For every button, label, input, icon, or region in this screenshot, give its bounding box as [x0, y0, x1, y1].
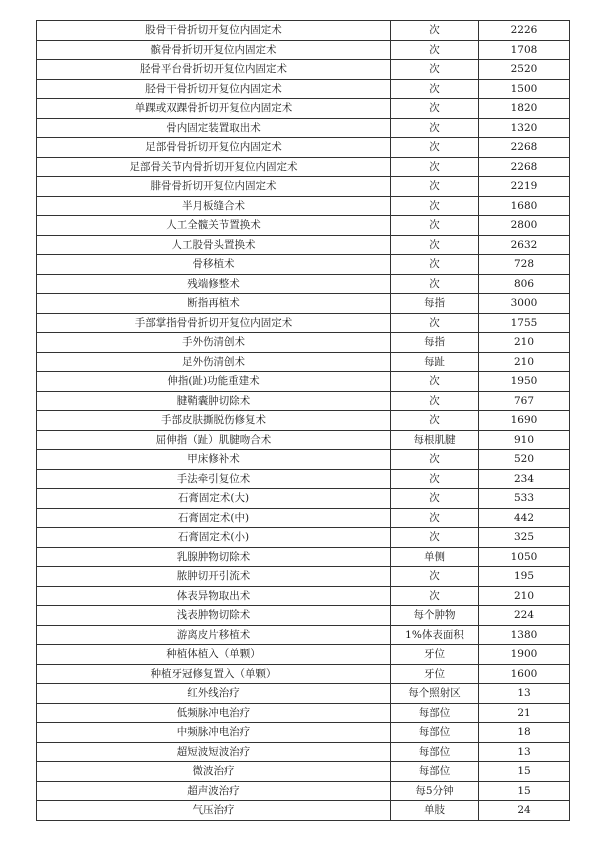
- unit-cell: 每指: [391, 294, 479, 314]
- unit-cell: 次: [391, 313, 479, 333]
- item-name-cell: 屈伸指（趾）肌腱吻合术: [37, 430, 391, 450]
- table-row: [37, 411, 570, 431]
- unit-cell: 每根肌腱: [391, 430, 479, 450]
- price-cell: 13: [479, 684, 570, 704]
- unit-cell: 1%体表面积: [391, 625, 479, 645]
- price-cell: 1900: [479, 645, 570, 665]
- price-cell: 21: [479, 703, 570, 723]
- price-cell: 1050: [479, 547, 570, 567]
- fee-table-body: [37, 21, 570, 821]
- price-cell: 806: [479, 274, 570, 294]
- item-name-cell: 单踝或双踝骨折切开复位内固定术: [37, 99, 391, 119]
- table-row: [37, 177, 570, 197]
- table-row: [37, 723, 570, 743]
- table-row: [37, 333, 570, 353]
- table-row: [37, 274, 570, 294]
- item-name-cell: 胫骨平台骨折切开复位内固定术: [37, 60, 391, 80]
- item-name-cell: 人工全髋关节置换术: [37, 216, 391, 236]
- table-row: [37, 625, 570, 645]
- unit-cell: 每部位: [391, 703, 479, 723]
- table-row: [37, 469, 570, 489]
- price-cell: 1950: [479, 372, 570, 392]
- unit-cell: 次: [391, 372, 479, 392]
- price-cell: 18: [479, 723, 570, 743]
- item-name-cell: 乳腺肿物切除术: [37, 547, 391, 567]
- item-name-cell: 红外线治疗: [37, 684, 391, 704]
- price-cell: 520: [479, 450, 570, 470]
- table-row: [37, 391, 570, 411]
- price-cell: 13: [479, 742, 570, 762]
- table-row: [37, 567, 570, 587]
- unit-cell: 每趾: [391, 352, 479, 372]
- item-name-cell: 体表异物取出术: [37, 586, 391, 606]
- unit-cell: 单肢: [391, 801, 479, 821]
- item-name-cell: 甲床修补术: [37, 450, 391, 470]
- item-name-cell: 骨移植术: [37, 255, 391, 275]
- fee-table: [36, 20, 570, 821]
- price-cell: 325: [479, 528, 570, 548]
- price-cell: 1500: [479, 79, 570, 99]
- unit-cell: 次: [391, 138, 479, 158]
- price-cell: 533: [479, 489, 570, 509]
- item-name-cell: 气压治疗: [37, 801, 391, 821]
- unit-cell: 次: [391, 450, 479, 470]
- table-row: [37, 40, 570, 60]
- price-cell: 195: [479, 567, 570, 587]
- table-row: [37, 99, 570, 119]
- unit-cell: 牙位: [391, 664, 479, 684]
- unit-cell: 次: [391, 274, 479, 294]
- unit-cell: 次: [391, 40, 479, 60]
- unit-cell: 次: [391, 118, 479, 138]
- item-name-cell: 断指再植术: [37, 294, 391, 314]
- unit-cell: 次: [391, 21, 479, 41]
- table-row: [37, 781, 570, 801]
- table-row: [37, 489, 570, 509]
- item-name-cell: 伸指(趾)功能重建术: [37, 372, 391, 392]
- item-name-cell: 髌骨骨折切开复位内固定术: [37, 40, 391, 60]
- unit-cell: 每部位: [391, 723, 479, 743]
- item-name-cell: 石膏固定术(中): [37, 508, 391, 528]
- table-row: [37, 118, 570, 138]
- unit-cell: 次: [391, 255, 479, 275]
- unit-cell: 每个照射区: [391, 684, 479, 704]
- item-name-cell: 脓肿切开引流术: [37, 567, 391, 587]
- item-name-cell: 半月板缝合术: [37, 196, 391, 216]
- item-name-cell: 股骨干骨折切开复位内固定术: [37, 21, 391, 41]
- unit-cell: 每指: [391, 333, 479, 353]
- item-name-cell: 足外伤清创术: [37, 352, 391, 372]
- price-cell: 24: [479, 801, 570, 821]
- item-name-cell: 手部皮肤撕脱伤修复术: [37, 411, 391, 431]
- table-row: [37, 216, 570, 236]
- table-row: [37, 157, 570, 177]
- price-cell: 234: [479, 469, 570, 489]
- item-name-cell: 腓骨骨折切开复位内固定术: [37, 177, 391, 197]
- price-cell: 1690: [479, 411, 570, 431]
- unit-cell: 次: [391, 216, 479, 236]
- price-cell: 210: [479, 352, 570, 372]
- item-name-cell: 种植体植入（单颗）: [37, 645, 391, 665]
- item-name-cell: 浅表肿物切除术: [37, 606, 391, 626]
- table-row: [37, 196, 570, 216]
- table-row: [37, 372, 570, 392]
- item-name-cell: 胫骨干骨折切开复位内固定术: [37, 79, 391, 99]
- table-row: [37, 684, 570, 704]
- unit-cell: 牙位: [391, 645, 479, 665]
- unit-cell: 次: [391, 508, 479, 528]
- table-row: [37, 430, 570, 450]
- price-cell: 1600: [479, 664, 570, 684]
- price-cell: 210: [479, 586, 570, 606]
- unit-cell: 每5分钟: [391, 781, 479, 801]
- price-cell: 210: [479, 333, 570, 353]
- unit-cell: 每部位: [391, 762, 479, 782]
- unit-cell: 次: [391, 196, 479, 216]
- item-name-cell: 中频脉冲电治疗: [37, 723, 391, 743]
- unit-cell: 次: [391, 469, 479, 489]
- table-row: [37, 79, 570, 99]
- unit-cell: 次: [391, 177, 479, 197]
- unit-cell: 次: [391, 235, 479, 255]
- item-name-cell: 手部掌指骨骨折切开复位内固定术: [37, 313, 391, 333]
- price-cell: 2219: [479, 177, 570, 197]
- price-cell: 224: [479, 606, 570, 626]
- price-cell: 1320: [479, 118, 570, 138]
- unit-cell: 每部位: [391, 742, 479, 762]
- table-row: [37, 138, 570, 158]
- price-cell: 1755: [479, 313, 570, 333]
- table-row: [37, 235, 570, 255]
- unit-cell: 单侧: [391, 547, 479, 567]
- item-name-cell: 残端修整术: [37, 274, 391, 294]
- table-row: [37, 313, 570, 333]
- item-name-cell: 微波治疗: [37, 762, 391, 782]
- unit-cell: 次: [391, 79, 479, 99]
- price-cell: 3000: [479, 294, 570, 314]
- item-name-cell: 超声波治疗: [37, 781, 391, 801]
- table-row: [37, 21, 570, 41]
- table-row: [37, 606, 570, 626]
- table-row: [37, 703, 570, 723]
- unit-cell: 次: [391, 528, 479, 548]
- unit-cell: 每个肿物: [391, 606, 479, 626]
- item-name-cell: 游离皮片移植术: [37, 625, 391, 645]
- table-row: [37, 508, 570, 528]
- unit-cell: 次: [391, 411, 479, 431]
- item-name-cell: 人工股骨头置换术: [37, 235, 391, 255]
- item-name-cell: 手法牵引复位术: [37, 469, 391, 489]
- item-name-cell: 低频脉冲电治疗: [37, 703, 391, 723]
- item-name-cell: 种植牙冠修复置入（单颗）: [37, 664, 391, 684]
- price-cell: 1708: [479, 40, 570, 60]
- price-cell: 442: [479, 508, 570, 528]
- price-cell: 15: [479, 781, 570, 801]
- table-row: [37, 60, 570, 80]
- price-cell: 1680: [479, 196, 570, 216]
- table-row: [37, 586, 570, 606]
- table-row: [37, 742, 570, 762]
- price-cell: 1820: [479, 99, 570, 119]
- price-cell: 2268: [479, 138, 570, 158]
- table-row: [37, 762, 570, 782]
- table-row: [37, 255, 570, 275]
- price-cell: 2800: [479, 216, 570, 236]
- table-row: [37, 547, 570, 567]
- unit-cell: 次: [391, 586, 479, 606]
- unit-cell: 次: [391, 157, 479, 177]
- price-cell: 2520: [479, 60, 570, 80]
- item-name-cell: 手外伤清创术: [37, 333, 391, 353]
- price-cell: 910: [479, 430, 570, 450]
- item-name-cell: 足部骨关节内骨折切开复位内固定术: [37, 157, 391, 177]
- unit-cell: 次: [391, 99, 479, 119]
- table-row: [37, 801, 570, 821]
- price-cell: 767: [479, 391, 570, 411]
- table-row: [37, 352, 570, 372]
- price-cell: 15: [479, 762, 570, 782]
- item-name-cell: 石膏固定术(大): [37, 489, 391, 509]
- item-name-cell: 石膏固定术(小): [37, 528, 391, 548]
- item-name-cell: 超短波短波治疗: [37, 742, 391, 762]
- price-cell: 2268: [479, 157, 570, 177]
- price-cell: 2632: [479, 235, 570, 255]
- table-row: [37, 664, 570, 684]
- price-cell: 1380: [479, 625, 570, 645]
- unit-cell: 次: [391, 60, 479, 80]
- table-row: [37, 294, 570, 314]
- table-row: [37, 645, 570, 665]
- item-name-cell: 腱鞘囊肿切除术: [37, 391, 391, 411]
- price-cell: 2226: [479, 21, 570, 41]
- unit-cell: 次: [391, 567, 479, 587]
- price-cell: 728: [479, 255, 570, 275]
- unit-cell: 次: [391, 391, 479, 411]
- unit-cell: 次: [391, 489, 479, 509]
- table-row: [37, 450, 570, 470]
- item-name-cell: 骨内固定装置取出术: [37, 118, 391, 138]
- item-name-cell: 足部骨骨折切开复位内固定术: [37, 138, 391, 158]
- table-row: [37, 528, 570, 548]
